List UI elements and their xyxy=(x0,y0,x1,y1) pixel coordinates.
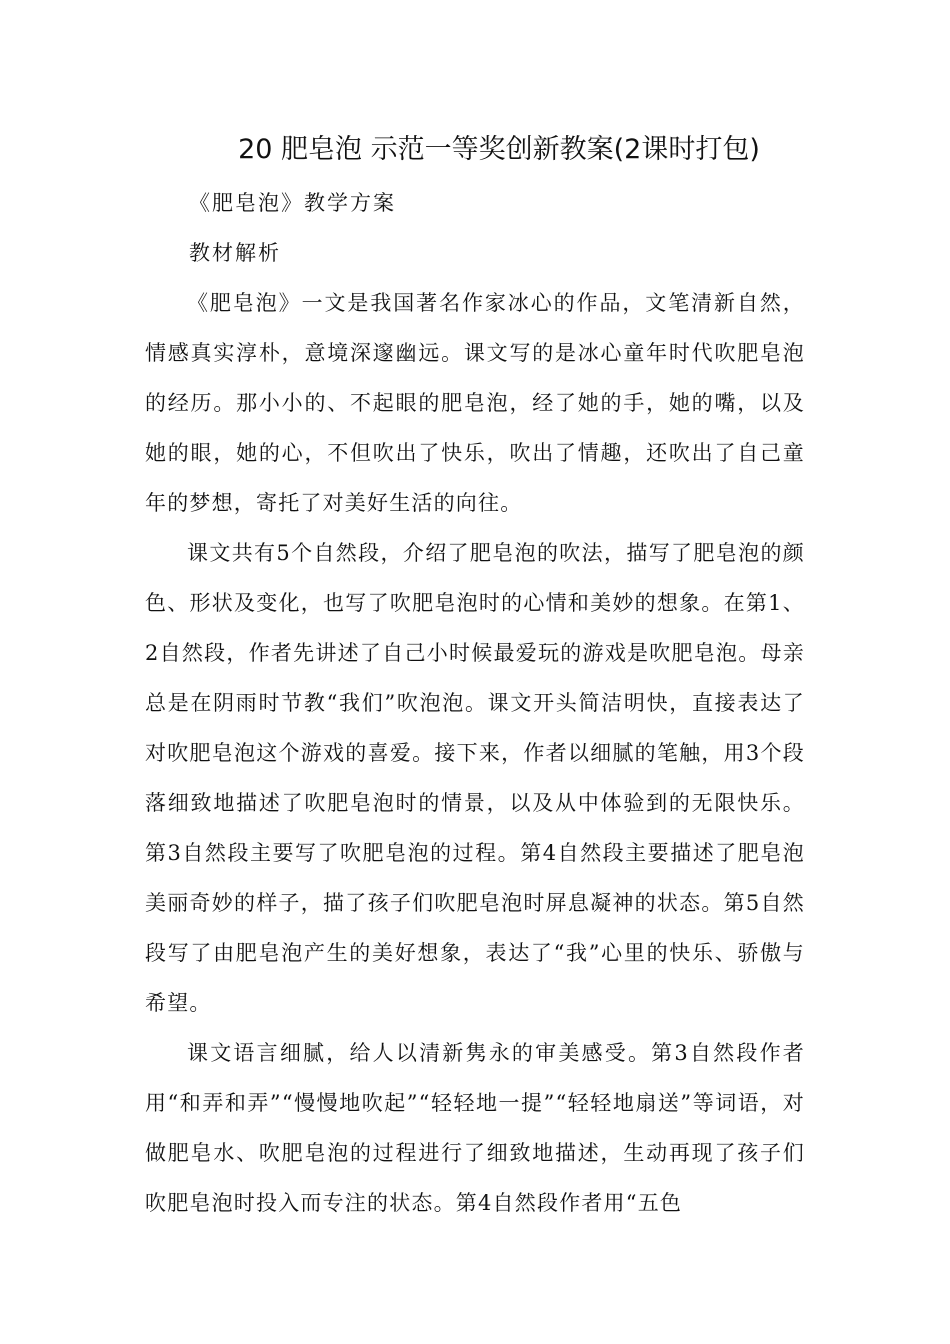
paragraph: 《肥皂泡》一文是我国著名作家冰心的作品，文笔清新自然，情感真实淳朴，意境深邃幽远。课文写的是冰心童年时代吹肥皂泡的经历。那小小的、不起眼的肥皂泡，经了她的手，她的嘴，以及她的眼，她的心，不但吹出了快乐，吹出了情趣，还吹出了自己童年的梦想，寄托了对美好生活的向往。 xyxy=(145,291,805,515)
paragraph: 课文共有5个自然段，介绍了肥皂泡的吹法，描写了肥皂泡的颜色、形状及变化，也写了吹肥皂泡时的心情和美妙的想象。在第1、2自然段，作者先讲述了自己小时候最爱玩的游戏是吹肥皂泡。母亲总是在阴雨时节教“我们”吹泡泡。课文开头简洁明快，直接表达了对吹肥皂泡这个游戏的喜爱。接下来，作者以细腻的笔触，用3个段落细致地描述了吹肥皂泡时的情景，以及从中体验到的无限快乐。第3自然段主要写了吹肥皂泡的过程。第4自然段主要描述了肥皂泡美丽奇妙的样子，描了孩子们吹肥皂泡时屏息凝神的状态。第5自然段写了由肥皂泡产生的美好想象，表达了“我”心里的快乐、骄傲与希望。 xyxy=(145,541,805,1015)
document-body xyxy=(145,178,805,1228)
section-heading: 教材解析 xyxy=(189,241,281,265)
document-title: 20 肥皂泡 示范一等奖创新教案(2课时打包) xyxy=(238,134,760,165)
paragraph: 课文语言细腻，给人以清新隽永的审美感受。第3自然段作者用“和弄和弄”“慢慢地吹起”“轻轻地一提”“轻轻地扇送”等词语，对做肥皂水、吹肥皂泡的过程进行了细致地描述，生动再现了孩子们吹肥皂泡时投入而专注的状态。第4自然段作者用“五色 xyxy=(145,1041,805,1215)
document-subtitle: 《肥皂泡》教学方案 xyxy=(189,191,396,215)
